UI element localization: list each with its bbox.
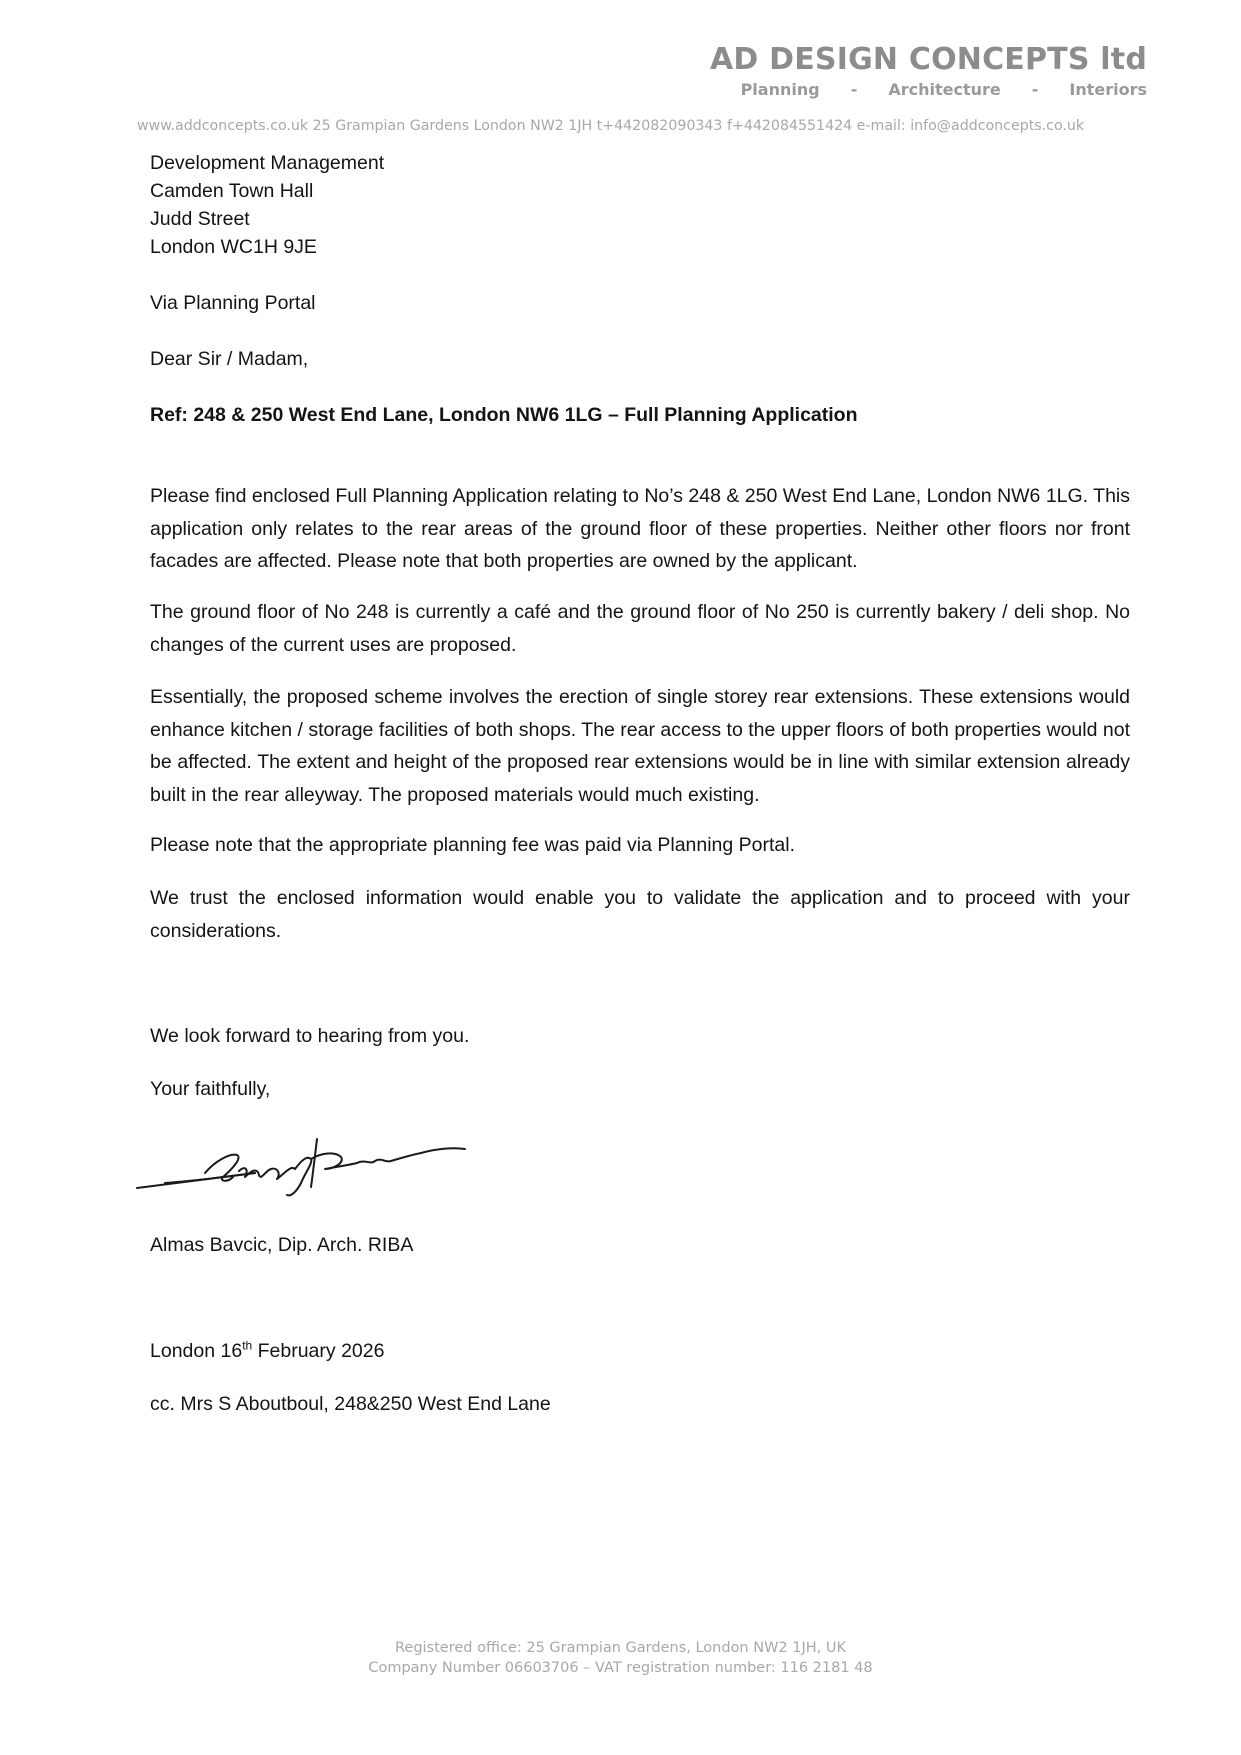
- closing-signoff: Your faithfully,: [150, 1078, 271, 1100]
- address-line: Judd Street: [150, 208, 250, 230]
- footer-registered-office: Registered office: 25 Grampian Gardens, London NW2 1JH, UK: [394, 1640, 846, 1656]
- reference-line: Ref: 248 & 250 West End Lane, London NW6 1LG – Full Planning Application: [150, 404, 858, 426]
- recipient-address: [150, 149, 1130, 261]
- cc-line: cc. Mrs S Aboutboul, 248&250 West End Lane: [150, 1393, 551, 1415]
- address-line: Development Management: [150, 152, 385, 174]
- date-line: [150, 1337, 1130, 1365]
- address-line: Camden Town Hall: [150, 180, 314, 202]
- body-paragraph: We trust the enclosed information would enable you to validate the application and to proceed with your considerations.: [150, 887, 1130, 942]
- closing-line: We look forward to hearing from you.: [150, 1025, 470, 1047]
- body-paragraph: Please note that the appropriate planning fee was paid via Planning Portal.: [150, 834, 796, 856]
- signer-name: Almas Bavcic, Dip. Arch. RIBA: [150, 1234, 414, 1256]
- delivery-method: Via Planning Portal: [150, 292, 316, 314]
- address-line: London WC1H 9JE: [150, 236, 317, 258]
- tagline-separator: -: [850, 80, 858, 99]
- body-paragraph: Essentially, the proposed scheme involves the erection of single storey rear extensions. These extensions would enhance kitchen / storage facilities of both shops. The rear access to the upper floors of both properties would not be affected. The extent and height of the proposed rear extensions would be in line with similar extension already built in the rear alleyway. The proposed materials would much existing.: [150, 686, 1130, 806]
- company-tagline: [741, 80, 1147, 99]
- tagline-separator: -: [1031, 80, 1039, 99]
- salutation: Dear Sir / Madam,: [150, 348, 309, 370]
- date-prefix: London 16: [150, 1340, 243, 1362]
- date-rest: February 2026: [252, 1340, 385, 1362]
- tagline-architecture: Architecture: [888, 80, 1001, 99]
- tagline-planning: Planning: [740, 80, 820, 99]
- body-paragraph: The ground floor of No 248 is currently a café and the ground floor of No 250 is currently bakery / deli shop. No changes of the current uses are proposed.: [150, 601, 1130, 656]
- handwritten-signature: [135, 1125, 505, 1210]
- body-paragraph: Please find enclosed Full Planning Application relating to No’s 248 & 250 West End Lane, London NW6 1LG. This application only relates to the rear areas of the ground floor of these properties. Neither other floors nor front facades are affected. Please note that both properties are owned by the applicant.: [150, 485, 1130, 572]
- date-ordinal: th: [242, 1338, 253, 1353]
- company-name: AD DESIGN CONCEPTS ltd: [709, 42, 1147, 77]
- footer-company-number: Company Number 06603706 – VAT registration number: 116 2181 48: [368, 1660, 873, 1676]
- company-contact-line: www.addconcepts.co.uk 25 Grampian Gardens London NW2 1JH t+442082090343 f+442084551424 e-mail: info@addconcepts.co.uk: [137, 118, 1085, 134]
- tagline-interiors: Interiors: [1069, 80, 1147, 99]
